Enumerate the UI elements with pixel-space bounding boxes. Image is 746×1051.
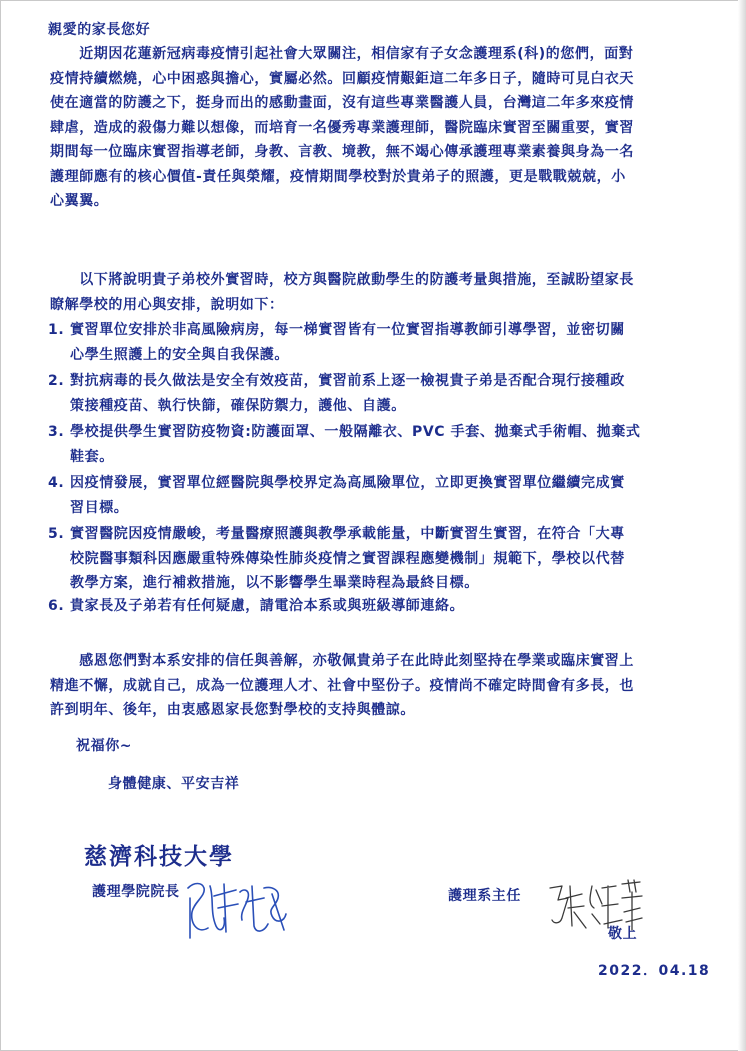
- paragraph-line: 近期因花蓮新冠病毒疫情引起社會大眾關注，相信家有子女念護理系(科)的您們，面對: [50, 46, 634, 62]
- paragraph-line: 疫情持續燃燒，心中困惑與擔心，實屬必然。回顧疫情艱鉅這二年多日子，隨時可見白衣天: [50, 70, 634, 87]
- paragraph-line: 精進不懈，成就自己，成為一位護理人才、社會中堅份子。疫情尚不確定時間會有多長，也: [50, 677, 634, 694]
- list-item-line: 策接種疫苗、執行快篩，確保防禦力，護他、自護。: [70, 397, 406, 414]
- list-item-line: 對抗病毒的長久做法是安全有效疫苗，實習前系上逐一檢視貴子弟是否配合現行接種政: [70, 373, 625, 389]
- measures-list: [48, 318, 728, 619]
- list-item-number: 1.: [48, 322, 65, 338]
- list-item-line: 教學方案，進行補救措施，以不影響學生畢業時程為最終目標。: [70, 575, 479, 591]
- letter-date: 2022．04.18: [598, 963, 711, 979]
- list-item-number: 4.: [48, 475, 65, 491]
- paragraph-intro: [50, 42, 710, 214]
- closing-blessing: 祝福你~: [76, 738, 133, 754]
- paragraph-line: 以下將說明貴子弟校外實習時，校方與醫院啟動學生的防護考量與措施，至誠盼望家長: [50, 272, 634, 288]
- paragraph-line: 瞭解學校的用心與安排，說明如下：: [50, 296, 284, 313]
- list-item-line: 校院醫事類科因應嚴重特殊傳染性肺炎疫情之實習課程應變機制」規範下，學校以代替: [70, 550, 625, 567]
- list-item-number: 5.: [48, 526, 65, 542]
- list-item-number: 6.: [48, 598, 65, 614]
- page-edge-shadow: [738, 0, 746, 1051]
- closing-wish: 身體健康、平安吉祥: [108, 776, 240, 792]
- respectfully-closing: 敬上: [608, 926, 638, 942]
- list-item-line: 鞋套。: [70, 448, 114, 465]
- list-item-line: 習目標。: [70, 499, 129, 516]
- paragraph-line: 期間每一位臨床實習指導老師，身教、言教、境教，無不竭心傳承護理專業素養與身為一名: [50, 144, 634, 160]
- list-item-line: 心學生照護上的安全與自我保護。: [70, 346, 289, 363]
- list-item-number: 2.: [48, 373, 65, 389]
- paragraph-line: 感恩您們對本系安排的信任與善解，亦敬佩貴弟子在此時此刻堅持在學業或臨床實習上: [50, 653, 634, 669]
- paragraph-line: 肆虐，造成的殺傷力難以想像，而培育一名優秀專業護理師，醫院臨床實習至關重要，實習: [50, 119, 634, 136]
- list-item-line: 貴家長及子弟若有任何疑慮，請電洽本系或與班級導師連絡。: [70, 598, 465, 614]
- list-item-line: 實習醫院因疫情嚴峻，考量醫療照護與教學承載能量，中斷實習生實習，在符合「大專: [70, 526, 625, 542]
- list-item: [48, 318, 728, 369]
- list-item-line: 因疫情發展，實習單位經醫院與學校界定為高風險單位，立即更換實習單位繼續完成實: [70, 475, 625, 491]
- list-item: [48, 594, 728, 619]
- list-item: [48, 522, 728, 594]
- dean-signature: [180, 868, 292, 944]
- paragraph-line: 許到明年、後年，由衷感恩家長您對學校的支持與體諒。: [50, 702, 415, 718]
- list-item-number: 3.: [48, 424, 65, 440]
- list-item: [48, 471, 728, 522]
- list-item-line: 實習單位安排於非高風險病房，每一梯實習皆有一位實習指導教師引導學習，並密切關: [70, 322, 625, 338]
- paragraph-thanks: [50, 649, 710, 723]
- paragraph-line: 心翼翼。: [50, 193, 109, 209]
- paragraph-line: 使在適當的防護之下，挺身而出的感動畫面，沒有這些專業醫護人員，台灣這二年多來疫情: [50, 95, 634, 111]
- list-item: [48, 369, 728, 420]
- university-name: 慈濟科技大學: [84, 843, 234, 870]
- list-item: [48, 420, 728, 471]
- greeting: 親愛的家長您好: [48, 22, 151, 38]
- dean-title: 護理學院院長: [92, 884, 180, 900]
- chair-title: 護理系主任: [448, 888, 521, 904]
- list-item-line: 學校提供學生實習防疫物資:防護面罩、一般隔離衣、PVC 手套、拋棄式手術帽、拋棄式: [70, 424, 641, 440]
- paragraph-line: 護理師應有的核心價值-責任與榮耀，疫情期間學校對於貴弟子的照護，更是戰戰兢兢，小: [50, 168, 626, 185]
- paragraph-explanation: [50, 268, 710, 317]
